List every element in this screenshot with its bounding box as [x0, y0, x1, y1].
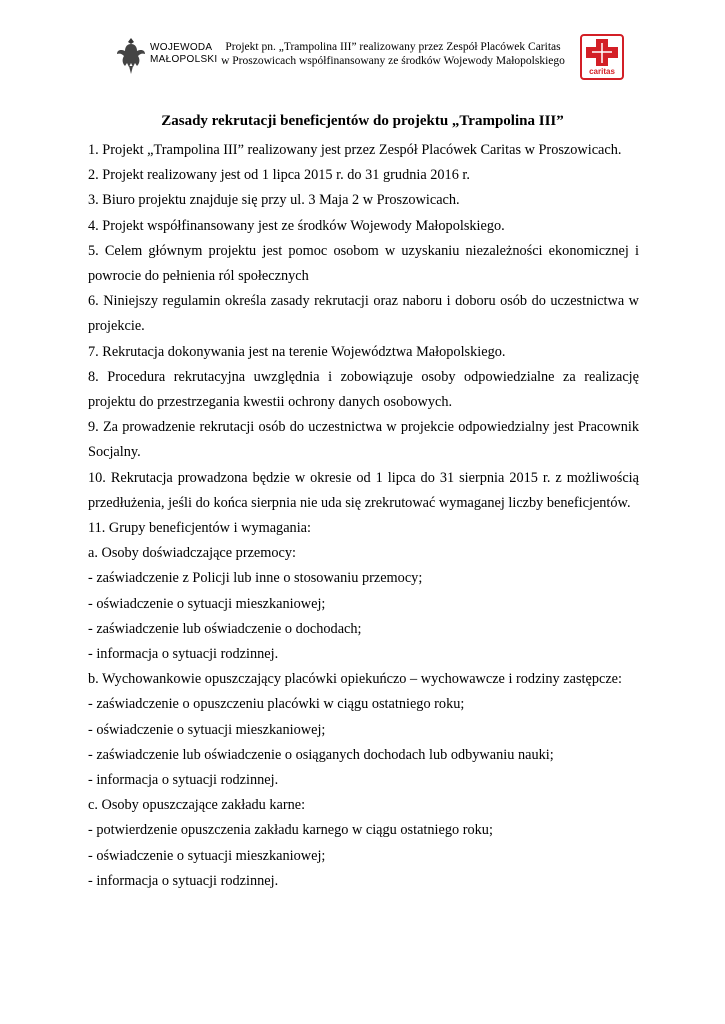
list-item: - informacja o sytuacji rodzinnej.: [88, 772, 279, 789]
document-body: [88, 138, 639, 894]
project-header-line2: w Proszowicach współfinansowany ze środków Wojewody Małopolskiego: [221, 55, 565, 67]
paragraph: 6. Niniejszy regulamin określa zasady rekrutacji oraz naboru i doboru osób do uczestnictwa w projekcie.: [88, 293, 639, 335]
paragraph: 9. Za prowadzenie rekrutacji osób do uczestnictwa w projekcie odpowiedzialny jest Pracownik Socjalny.: [88, 419, 639, 461]
eagle-emblem-icon: [116, 36, 146, 76]
page-header: [110, 34, 630, 82]
list-item: - oświadczenie o sytuacji mieszkaniowej;: [88, 847, 326, 864]
paragraph: 8. Procedura rekrutacyjna uwzględnia i zobowiązuje osoby odpowiedzialne za realizację projektu do przestrzegania kwestii ochrony danych osobowych.: [88, 368, 639, 411]
paragraph: 5. Celem głównym projektu jest pomoc osobom w uzyskaniu niezależności ekonomicznej i powrocie do pełnienia ról społecznych: [88, 242, 639, 285]
project-header-line1: Projekt pn. „Trampolina III” realizowany przez Zespół Placówek Caritas: [225, 41, 561, 53]
caritas-logo: [578, 34, 626, 80]
wojewoda-line2: MAŁOPOLSKI: [150, 54, 218, 65]
wojewoda-line1: WOJEWODA: [150, 42, 213, 53]
project-header-text: [208, 40, 578, 68]
caritas-logo-text: caritas: [589, 67, 615, 76]
list-item: - potwierdzenie opuszczenia zakładu karnego w ciągu ostatniego roku;: [88, 822, 493, 839]
list-item: - oświadczenie o sytuacji mieszkaniowej;: [88, 721, 326, 738]
list-item: - zaświadczenie o opuszczeniu placówki w ciągu ostatniego roku;: [88, 696, 465, 713]
paragraph: 2. Projekt realizowany jest od 1 lipca 2015 r. do 31 grudnia 2016 r.: [88, 167, 470, 184]
list-item: a. Osoby doświadczające przemocy:: [88, 545, 297, 562]
list-item: - zaświadczenie lub oświadczenie o osiąganych dochodach lub odbywaniu nauki;: [88, 746, 554, 763]
page-title: Zasady rekrutacji beneficjentów do projektu „Trampolina III”: [161, 113, 564, 129]
list-item: b. Wychowankowie opuszczający placówki opiekuńczo – wychowawcze i rodziny zastępcze:: [88, 671, 622, 688]
paragraph: 3. Biuro projektu znajduje się przy ul. 3 Maja 2 w Proszowicach.: [88, 192, 460, 209]
list-item: - informacja o sytuacji rodzinnej.: [88, 872, 279, 889]
paragraph: 1. Projekt „Trampolina III” realizowany jest przez Zespół Placówek Caritas w Proszowicach.: [88, 142, 622, 158]
paragraph: 10. Rekrutacja prowadzona będzie w okresie od 1 lipca do 31 sierpnia 2015 r. z możliwością przedłużenia, jeśli do końca sierpnia nie uda się zrekrutować wymaganej liczby beneficjentów.: [88, 469, 639, 511]
paragraph: 4. Projekt współfinansowany jest ze środków Wojewody Małopolskiego.: [88, 217, 505, 234]
list-item: - zaświadczenie lub oświadczenie o dochodach;: [88, 620, 362, 637]
list-item: c. Osoby opuszczające zakładu karne:: [88, 797, 306, 814]
paragraph: 11. Grupy beneficjentów i wymagania:: [88, 520, 311, 537]
list-item: - oświadczenie o sytuacji mieszkaniowej;: [88, 595, 326, 612]
list-item: - informacja o sytuacji rodzinnej.: [88, 646, 279, 663]
list-item: - zaświadczenie z Policji lub inne o stosowaniu przemocy;: [88, 570, 423, 587]
paragraph: 7. Rekrutacja dokonywania jest na terenie Województwa Małopolskiego.: [88, 343, 506, 360]
